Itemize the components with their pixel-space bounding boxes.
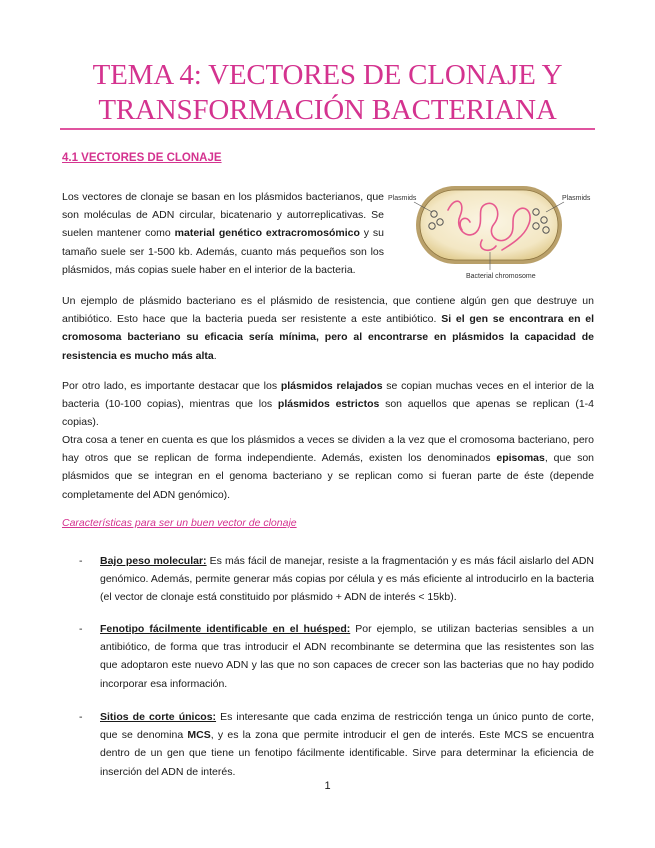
bullet-dash: - <box>79 623 83 635</box>
paragraph-resistance-plasmid: Un ejemplo de plásmido bacteriano es el plásmido de resistencia, que contiene algún gen que destruye un antibiótico. Esto hace que la bacteria pueda ser resistente a este antibiótico. Si el gen se encontrara en el cromosoma bacteriano su eficacia sería mínima, pero al encontrarse en plásmidos la capacidad de resistencia es mucho más alta. <box>62 295 594 362</box>
bullet-text: Bajo peso molecular: Es más fácil de manejar, resiste a la fragmentación y es más fácil aislarlo del ADN genómico. Además, permite generar más copias por célula y es más eficiente al introducirlo en la bacteria (el vector de clonaje está constituido por plásmido + ADN de interés < 15kb). <box>100 555 595 604</box>
bacteria-plasmid-figure <box>386 180 594 282</box>
paragraph-episomes: Otra cosa a tener en cuenta es que los plásmidos a veces se dividen a la vez que el cromosoma bacteriano, pero hay otros que se replican de forma independiente. Además, existen los denominados episomas, que son plásmidos que se integran en el genoma bacteriano y se replican como si fueran parte de éste (depende completamente del ADN genómico). <box>62 434 594 501</box>
paragraph-plasmids-intro: Los vectores de clonaje se basan en los plásmidos bacterianos, que son moléculas de ADN circular, bicatenario y autorreplicativas. Se suelen mantener como material genético extracromosómico y su tamaño suele ser 1-500 kb. Además, cuanto más pequeños son los plásmidos, más copias suele haber en el interior de la bacteria. <box>62 191 385 276</box>
page-number: 1 <box>324 780 331 792</box>
bullet-text: Sitios de corte únicos: Es interesante que cada enzima de restricción tenga un único punto de corte, que se denomina MCS, y es la zona que permite introducir el gen de interés. Este MCS se encuentra dentro de un gen que tiene un fenotipo fácilmente identificable. Sirve para determinar la eficiencia de inserción del ADN de interés. <box>100 711 594 778</box>
page-title <box>40 58 615 128</box>
title-line-1: TEMA 4: VECTORES DE CLONAJE Y <box>92 59 563 91</box>
bullet-term: Bajo peso molecular: <box>100 555 207 567</box>
title-divider <box>60 128 595 130</box>
bullet-term: Sitios de corte únicos: <box>100 711 217 723</box>
title-line-2: TRANSFORMACIÓN BACTERIANA <box>98 94 557 126</box>
section-heading: 4.1 VECTORES DE CLONAJE <box>62 152 222 164</box>
bullet-text: Fenotipo fácilmente identificable en el huésped: Por ejemplo, se utilizan bacterias sensibles a un antibiótico, de forma que tras introducir el ADN recombinante se determina que las resistentes son las que adoptaron este nuevo ADN y las que no son capaces de crecer son las bacterias que no hay podido incorporar esa información. <box>100 623 594 690</box>
subheading-vector-characteristics: Características para ser un buen vector de clonaje <box>62 517 297 529</box>
figure-label-plasmids-right: Plasmids <box>562 195 591 202</box>
paragraph-relaxed-strict: Por otro lado, es importante destacar que los plásmidos relajados se copian muchas veces en el interior de la bacteria (10-100 copias), mientras que los plásmidos estrictos son aquellos que apenas se replican (1-4 copias). <box>62 380 594 429</box>
bullet-dash: - <box>79 711 83 723</box>
figure-label-plasmids-left: Plasmids <box>388 195 417 202</box>
bullet-term: Fenotipo fácilmente identificable en el huésped: <box>100 623 351 635</box>
bullet-dash: - <box>79 555 83 567</box>
figure-label-chromosome: Bacterial chromosome <box>466 273 536 280</box>
